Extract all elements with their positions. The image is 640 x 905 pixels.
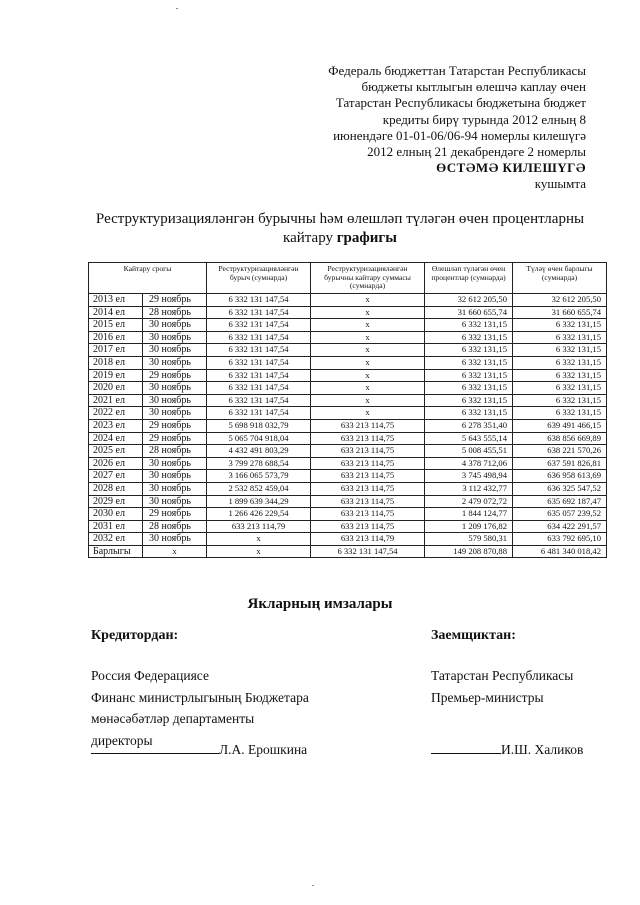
cell-repay: 633 213 114,75 (311, 508, 425, 521)
cell-debt: 4 432 491 803,29 (207, 445, 311, 458)
borrower-heading: Заемщиктан: (431, 628, 516, 643)
cell-debt: 3 166 065 573,79 (207, 470, 311, 483)
creditor-heading: Кредитордан: (91, 628, 179, 643)
cell-total: 635 057 239,52 (513, 508, 607, 521)
cell-total: 6 332 131,15 (513, 344, 607, 357)
cell-repay: х (311, 356, 425, 369)
cell-debt: 2 532 852 459,04 (207, 482, 311, 495)
cell-date: 30 ноябрь (143, 331, 207, 344)
cell-date: 30 ноябрь (143, 533, 207, 546)
cell-repay: х (311, 407, 425, 420)
cell-repay: х (311, 331, 425, 344)
cell-year: 2029 ел (89, 495, 143, 508)
cell-interest: 1 844 124,77 (425, 508, 513, 521)
attachment-line: бюджеты кытлыгын өлешчә каплау өчен (361, 79, 586, 95)
title-line-2 (90, 229, 590, 248)
attachment-heading: ӨСТӘМӘ КИЛЕШҮГӘ (436, 160, 586, 176)
table-row (89, 533, 607, 546)
title-line-2-plain: кайтару (283, 230, 333, 246)
attachment-line: кредиты бирү турында 2012 елның 8 (382, 111, 586, 127)
cell-total: 6 332 131,15 (513, 369, 607, 382)
header-interest: Өлешләп түләгән өчен процентлар (сумнарда) (425, 263, 513, 294)
attachment-suffix: кушымта (534, 176, 586, 192)
cell-year: 2019 ел (89, 369, 143, 382)
cell-repay: 633 213 114,75 (311, 520, 425, 533)
cell-debt: 5 065 704 918,04 (207, 432, 311, 445)
scan-speck (176, 8, 178, 9)
cell-year: 2032 ел (89, 533, 143, 546)
cell-debt: 5 698 918 032,79 (207, 419, 311, 432)
table-row (89, 508, 607, 521)
cell-total: 633 792 695,10 (513, 533, 607, 546)
cell-total: 636 325 547,52 (513, 482, 607, 495)
cell-date: 29 ноябрь (143, 294, 207, 307)
cell-year: 2020 ел (89, 382, 143, 395)
borrower-line: Премьер-министры (431, 689, 544, 705)
table-row (89, 344, 607, 357)
cell-year: 2014 ел (89, 306, 143, 319)
cell-total: 637 591 826,81 (513, 457, 607, 470)
attachment-line: Федераль бюджеттан Татарстан Республикасы (328, 63, 586, 78)
cell-total: 32 612 205,50 (513, 294, 607, 307)
table-row (89, 445, 607, 458)
cell-year: 2025 ел (89, 445, 143, 458)
cell-total: 636 958 613,69 (513, 470, 607, 483)
cell-date: 29 ноябрь (143, 508, 207, 521)
cell-interest: 6 332 131,15 (425, 319, 513, 332)
cell-debt: х (207, 545, 311, 558)
table-row (89, 356, 607, 369)
creditor-name: Л.А. Ерошкина (219, 742, 308, 757)
cell-year: 2022 ел (89, 407, 143, 420)
table-row (89, 407, 607, 420)
cell-debt: 1 266 426 229,54 (207, 508, 311, 521)
cell-year: 2026 ел (89, 457, 143, 470)
document-title (90, 210, 590, 248)
cell-date: 29 ноябрь (143, 419, 207, 432)
cell-year: 2023 ел (89, 419, 143, 432)
cell-debt: 6 332 131 147,54 (207, 306, 311, 319)
table-row (89, 382, 607, 395)
cell-interest: 4 378 712,06 (425, 457, 513, 470)
cell-debt: 3 799 278 688,54 (207, 457, 311, 470)
table-row (89, 394, 607, 407)
cell-repay: 633 213 114,75 (311, 432, 425, 445)
table-row (89, 306, 607, 319)
cell-date: 28 ноябрь (143, 306, 207, 319)
table-row (89, 331, 607, 344)
cell-interest: 31 660 655,74 (425, 306, 513, 319)
cell-repay: х (311, 319, 425, 332)
header-repay: Реструктуризацияләнгән бурычны кайтару суммасы (сумнарда) (311, 263, 425, 294)
header-total: Түләү өчен барлыгы (сумнарда) (513, 263, 607, 294)
cell-total: 6 332 131,15 (513, 407, 607, 420)
borrower-line: Татарстан Республикасы (431, 668, 574, 683)
creditor-signature (91, 742, 307, 758)
cell-date: 30 ноябрь (143, 407, 207, 420)
cell-interest: 579 580,31 (425, 533, 513, 546)
cell-date: 30 ноябрь (143, 457, 207, 470)
header-term: Кайтару срогы (89, 263, 207, 294)
cell-year: Барлыгы (89, 545, 143, 558)
creditor-line: директоры (91, 732, 153, 748)
title-line-2-bold: графигы (336, 230, 397, 246)
cell-total: 634 422 291,57 (513, 520, 607, 533)
cell-interest: 6 332 131,15 (425, 369, 513, 382)
cell-interest: 3 745 498,94 (425, 470, 513, 483)
cell-date: 29 ноябрь (143, 432, 207, 445)
cell-interest: 6 332 131,15 (425, 356, 513, 369)
cell-year: 2027 ел (89, 470, 143, 483)
cell-date: 30 ноябрь (143, 470, 207, 483)
cell-interest: 6 332 131,15 (425, 394, 513, 407)
cell-interest: 1 209 176,82 (425, 520, 513, 533)
cell-date: 30 ноябрь (143, 319, 207, 332)
cell-year: 2016 ел (89, 331, 143, 344)
cell-year: 2031 ел (89, 520, 143, 533)
cell-interest: 6 332 131,15 (425, 331, 513, 344)
cell-debt: 6 332 131 147,54 (207, 294, 311, 307)
cell-debt: х (207, 533, 311, 546)
cell-date: 30 ноябрь (143, 344, 207, 357)
table-row (89, 419, 607, 432)
cell-debt: 6 332 131 147,54 (207, 407, 311, 420)
cell-interest: 6 332 131,15 (425, 407, 513, 420)
creditor-line: Финанс министрлыгының Бюджетара (91, 689, 309, 705)
cell-debt: 6 332 131 147,54 (207, 356, 311, 369)
borrower-position (431, 665, 573, 708)
cell-repay: 633 213 114,75 (311, 457, 425, 470)
table-row (89, 369, 607, 382)
cell-debt: 6 332 131 147,54 (207, 331, 311, 344)
signatures-title: Якларның имзалары (247, 596, 393, 612)
table-row (89, 482, 607, 495)
cell-date: 30 ноябрь (143, 495, 207, 508)
creditor-line: Россия Федерациясе (91, 668, 209, 683)
cell-date: 30 ноябрь (143, 482, 207, 495)
borrower-signature (431, 742, 583, 758)
repayment-schedule-table (88, 262, 607, 558)
cell-debt: 6 332 131 147,54 (207, 369, 311, 382)
table-row (89, 470, 607, 483)
creditor-line: мөнәсәбәтләр департаменты (91, 711, 255, 726)
cell-repay: 633 213 114,75 (311, 419, 425, 432)
cell-repay: 633 213 114,75 (311, 470, 425, 483)
cell-total: 6 332 131,15 (513, 394, 607, 407)
attachment-line: июнендәге 01-01-06/06-94 номерлы килешүгә (333, 127, 586, 143)
cell-total: 6 332 131,15 (513, 331, 607, 344)
cell-total: 6 332 131,15 (513, 356, 607, 369)
table-row (89, 294, 607, 307)
table-totals-row (89, 545, 607, 558)
cell-repay: х (311, 369, 425, 382)
cell-year: 2013 ел (89, 294, 143, 307)
cell-date: х (143, 545, 207, 558)
cell-repay: х (311, 394, 425, 407)
cell-total: 31 660 655,74 (513, 306, 607, 319)
cell-repay: х (311, 344, 425, 357)
cell-year: 2024 ел (89, 432, 143, 445)
cell-interest: 6 278 351,40 (425, 419, 513, 432)
cell-interest: 5 643 555,14 (425, 432, 513, 445)
signature-line (431, 753, 501, 754)
borrower-name: И.Ш. Халиков (501, 742, 584, 757)
cell-date: 30 ноябрь (143, 394, 207, 407)
cell-date: 30 ноябрь (143, 382, 207, 395)
title-line-1: Реструктуризацияләнгән бурычны һәм өлешләп түләгән өчен процентларны (95, 211, 585, 227)
creditor-position (91, 665, 309, 751)
cell-debt: 633 213 114,79 (207, 520, 311, 533)
cell-interest: 6 332 131,15 (425, 382, 513, 395)
cell-year: 2017 ел (89, 344, 143, 357)
cell-total: 635 692 187,47 (513, 495, 607, 508)
table-row (89, 520, 607, 533)
cell-repay: 633 213 114,79 (311, 533, 425, 546)
cell-repay: 633 213 114,75 (311, 495, 425, 508)
cell-debt: 6 332 131 147,54 (207, 394, 311, 407)
cell-repay: 633 213 114,75 (311, 482, 425, 495)
cell-interest: 2 479 072,72 (425, 495, 513, 508)
cell-total: 6 481 340 018,42 (513, 545, 607, 558)
cell-repay: х (311, 306, 425, 319)
cell-repay: 633 213 114,75 (311, 445, 425, 458)
cell-total: 6 332 131,15 (513, 319, 607, 332)
cell-date: 29 ноябрь (143, 369, 207, 382)
attachment-line: 2012 елның 21 декабрендәге 2 номерлы (367, 144, 586, 160)
scan-speck (312, 885, 314, 886)
cell-interest: 32 612 205,50 (425, 294, 513, 307)
table-row (89, 495, 607, 508)
cell-repay: х (311, 382, 425, 395)
cell-year: 2021 ел (89, 394, 143, 407)
cell-date: 28 ноябрь (143, 445, 207, 458)
cell-debt: 6 332 131 147,54 (207, 344, 311, 357)
cell-total: 638 221 570,26 (513, 445, 607, 458)
cell-year: 2028 ел (89, 482, 143, 495)
cell-debt: 6 332 131 147,54 (207, 382, 311, 395)
cell-interest: 3 112 432,77 (425, 482, 513, 495)
cell-total: 6 332 131,15 (513, 382, 607, 395)
cell-interest: 149 208 870,88 (425, 545, 513, 558)
cell-date: 28 ноябрь (143, 520, 207, 533)
cell-total: 638 856 669,89 (513, 432, 607, 445)
cell-interest: 6 332 131,15 (425, 344, 513, 357)
cell-year: 2018 ел (89, 356, 143, 369)
cell-repay: 6 332 131 147,54 (311, 545, 425, 558)
cell-interest: 5 008 455,51 (425, 445, 513, 458)
cell-debt: 6 332 131 147,54 (207, 319, 311, 332)
header-debt: Реструктуризацияләнгән бурыч (сумнарда) (207, 263, 311, 294)
cell-repay: х (311, 294, 425, 307)
cell-year: 2015 ел (89, 319, 143, 332)
attachment-line: Татарстан Республикасы бюджетына бюджет (335, 95, 586, 111)
table-header-row (89, 263, 607, 294)
signature-line (91, 753, 219, 754)
table-row (89, 319, 607, 332)
cell-total: 639 491 466,15 (513, 419, 607, 432)
cell-debt: 1 899 639 344,29 (207, 495, 311, 508)
table-row (89, 457, 607, 470)
attachment-note (328, 63, 586, 193)
table-row (89, 432, 607, 445)
cell-date: 30 ноябрь (143, 356, 207, 369)
cell-year: 2030 ел (89, 508, 143, 521)
